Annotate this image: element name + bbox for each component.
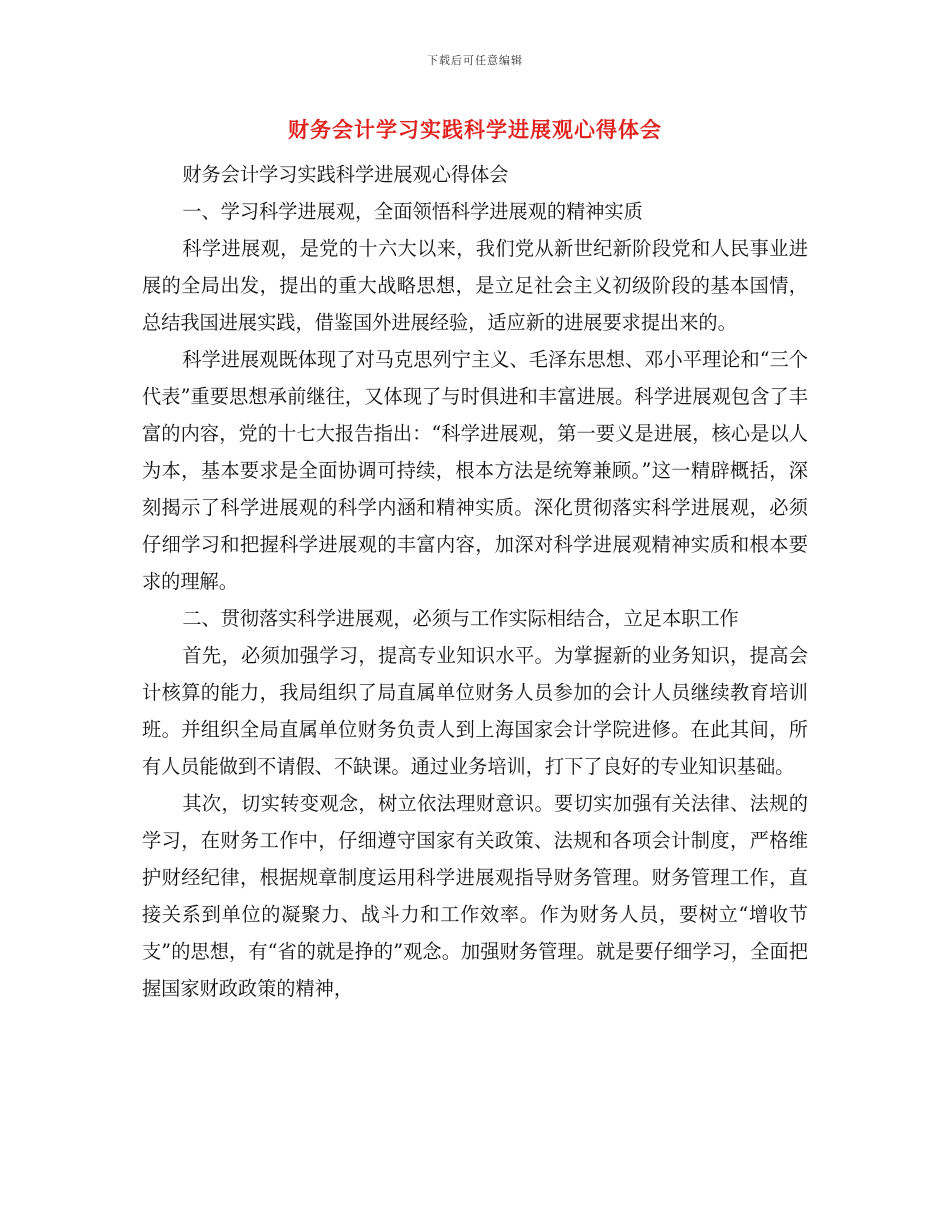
paragraph: 首先，必须加强学习，提高专业知识水平。为掌握新的业务知识，提高会计核算的能力，我局组织了局直属单位财务人员参加的会计人员继续教育培训班。并组织全局直属单位财务负责人到上海国家会计学院进修。在此其间，所有人员能做到不请假、不缺课。通过业务培训，打下了良好的专业知识基础。 — [142, 644, 808, 778]
document-title: 财务会计学习实践科学进展观心得体会 — [288, 117, 662, 142]
paragraph-section-2-heading: 二、贯彻落实科学进展观，必须与工作实际相结合，立足本职工作 — [182, 607, 739, 630]
document-body — [142, 156, 808, 1007]
paragraph-subtitle: 财务会计学习实践科学进展观心得体会 — [182, 163, 509, 186]
paragraph: 科学进展观，是党的十六大以来，我们党从新世纪新阶段党和人民事业进展的全局出发，提出的重大战略思想，是立足社会主义初级阶段的基本国情，总结我国进展实践，借鉴国外进展经验，适应新的进展要求提出来的。 — [142, 237, 808, 334]
paragraph: 科学进展观既体现了对马克思列宁主义、毛泽东思想、邓小平理论和“三个代表”重要思想承前继往，又体现了与时俱进和丰富进展。科学进展观包含了丰富的内容，党的十七大报告指出：“科学进展观，第一要义是进展，核心是以人为本，基本要求是全面协调可持续，根本方法是统筹兼顾。”这一精辟概括，深刻揭示了科学进展观的科学内涵和精神实质。深化贯彻落实科学进展观，必须仔细学习和把握科学进展观的丰富内容，加深对科学进展观精神实质和根本要求的理解。 — [142, 348, 808, 593]
paragraph-section-1-heading: 一、学习科学进展观，全面领悟科学进展观的精神实质 — [182, 200, 643, 223]
page-header: 下载后可任意编辑 — [427, 54, 523, 67]
paragraph: 其次，切实转变观念，树立依法理财意识。要切实加强有关法律、法规的学习，在财务工作中，仔细遵守国家有关政策、法规和各项会计制度，严格维护财经纪律，根据规章制度运用科学进展观指导财务管理。财务管理工作，直接关系到单位的凝聚力、战斗力和工作效率。作为财务人员，要树立“增收节支”的思想，有“省的就是挣的”观念。加强财务管理。就是要仔细学习，全面把握国家财政政策的精神， — [142, 792, 808, 1000]
